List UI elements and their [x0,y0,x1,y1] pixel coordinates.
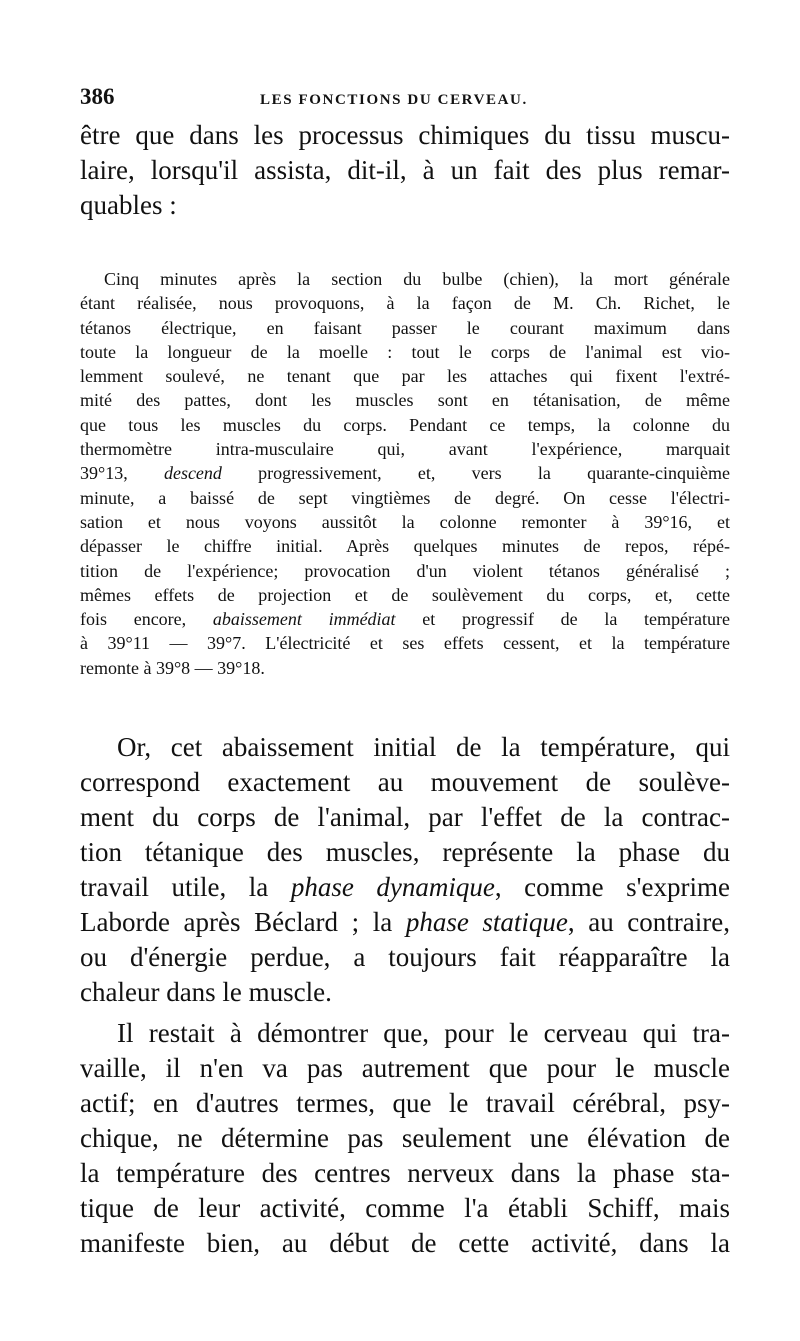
text-line: quables : [80,190,177,220]
quote-text: fois encore, [80,609,213,630]
text-line: tique de leur activité, comme l'a établi Schiff, mais [80,1193,730,1224]
third-paragraph [80,1016,730,1261]
spacer [80,680,730,730]
page-header [80,84,730,118]
running-title: LES FONCTIONS DU CERVEAU. [260,92,528,108]
text-line: manifeste bien, au début de cette activité, dans la [80,1228,730,1259]
text-line: laire, lorsqu'il assista, dit-il, à un fait des plus remar- [80,155,730,185]
quote-line: mité des pattes, dont les muscles sont en tétanisation, de même [80,390,730,411]
body-text: Laborde après Béclard ; la [80,907,406,938]
text-line [80,870,730,905]
book-page [80,84,730,1261]
body-text: travail utile, la [80,872,291,903]
quote-line: étant réalisée, nous provoquons, à la façon de M. Ch. Richet, le [80,293,730,314]
text-line [80,905,730,940]
text-line: Or, cet abaissement initial de la température, qui [117,732,730,763]
text-line: la température des centres nerveux dans la phase sta- [80,1158,730,1189]
quote-text: 39°13, [80,463,164,484]
quote-line: minute, a baissé de sept vingtièmes de degré. On cesse l'électri- [80,487,730,508]
block-quote [80,267,730,680]
text-line: vaille, il n'en va pas autrement que pour le muscle [80,1053,730,1084]
italic-term: phase dynamique [290,872,495,903]
quote-text: progressivement, et, vers la quarante-cinquième [221,463,731,484]
text-line: actif; en d'autres termes, que le travail cérébral, psy- [80,1088,730,1119]
quote-line: tition de l'expérience; provocation d'un violent tétanos généralisé ; [80,560,730,581]
quote-line: Cinq minutes après la section du bulbe (chien), la mort générale [104,269,730,289]
quote-text: et progressif de la température [395,609,730,630]
quote-line: dépasser le chiffre initial. Après quelques minutes de repos, répé- [80,536,730,557]
body-text: , comme s'exprime [494,872,730,903]
quote-line [80,461,730,485]
italic-term: abaissement immédiat [212,609,396,630]
quote-line: tétanos électrique, en faisant passer le courant maximum dans [80,317,730,338]
quote-line: que tous les muscles du corps. Pendant ce temps, la colonne du [80,414,730,435]
quote-line: à 39°11 — 39°7. L'électricité et ses effets cessent, et la température [80,633,730,654]
quote-line: thermomètre intra-musculaire qui, avant l'expérience, marquait [80,439,730,460]
quote-line: lemment soulevé, ne tenant que par les attaches qui fixent l'extré- [80,366,730,387]
quote-line: remonte à 39°8 — 39°18. [80,657,265,678]
text-line: chaleur dans le muscle. [80,977,332,1008]
opening-paragraph [80,118,730,223]
page-number: 386 [80,84,115,109]
text-line: tion tétanique des muscles, représente la phase du [80,837,730,868]
text-line: correspond exactement au mouvement de soulève- [80,767,730,798]
text-line: ou d'énergie perdue, a toujours fait réapparaître la [80,942,730,973]
body-text: , au contraire, [567,907,730,938]
text-line: ment du corps de l'animal, par l'effet de la contrac- [80,802,730,833]
text-line: Il restait à démontrer que, pour le cerveau qui tra- [117,1018,730,1049]
quote-line: sation et nous voyons aussitôt la colonne remonter à 39°16, et [80,511,730,532]
quote-line [80,607,730,631]
text-line: chique, ne détermine pas seulement une élévation de [80,1123,730,1154]
italic-term: descend [163,463,222,484]
italic-term: phase statique [405,907,568,938]
quote-line: mêmes effets de projection et de soulèvement du corps, et, cette [80,584,730,605]
second-paragraph [80,730,730,1010]
quote-line: toute la longueur de la moelle : tout le corps de l'animal est vio- [80,341,730,362]
text-line: être que dans les processus chimiques du tissu muscu- [80,120,730,150]
